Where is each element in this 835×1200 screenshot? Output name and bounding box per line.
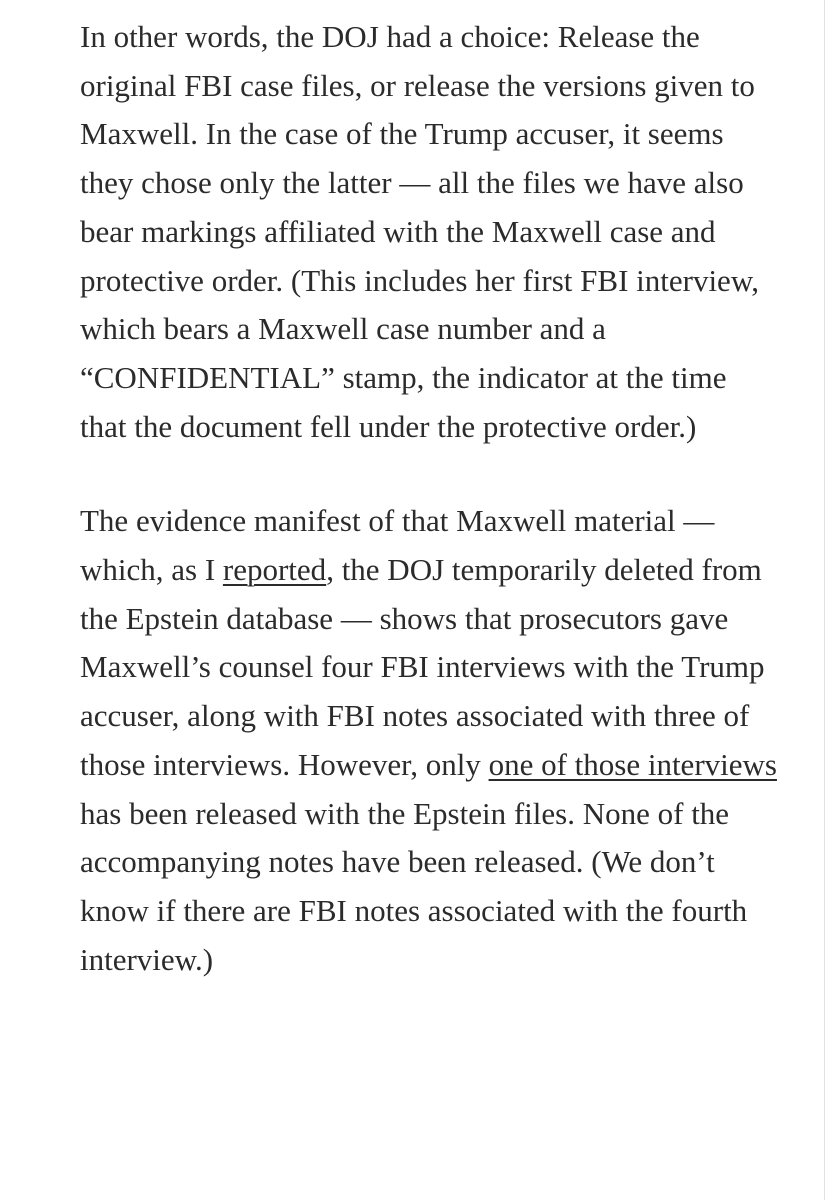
paragraph-2	[80, 497, 780, 984]
reported-link[interactable]: reported	[222, 552, 327, 588]
paragraph-1: In other words, the DOJ had a choice: Release the original FBI case files, or release the versions given to Maxwell. In the case of the Trump accuser, it seems they chose only the latter — all the files we have also bear markings affiliated with the Maxwell case and protective order. (This includes her first FBI interview, which bears a Maxwell case number and a “CONFIDENTIAL” stamp, the indicator at the time that the document fell under the protective order.)	[80, 19, 759, 444]
one-of-those-interviews-link[interactable]: one of those interviews	[488, 746, 777, 782]
paragraph-2-text-middle: , the DOJ temporarily deleted from the Epstein database — shows that prosecutors gave Maxwell’s counsel four FBI interviews with the Trump accuser, along with FBI notes associated with three of those interviews. However, only	[80, 552, 765, 782]
article-body	[80, 13, 780, 984]
paragraph-2-text-start: The evidence manifest of that Maxwell material — which, as I	[80, 503, 715, 588]
right-edge-rule	[824, 0, 825, 1200]
paragraph-2-text-end: has been released with the Epstein files. None of the accompanying notes have been released. (We don’t know if there are FBI notes associated with the fourth interview.)	[80, 795, 748, 977]
